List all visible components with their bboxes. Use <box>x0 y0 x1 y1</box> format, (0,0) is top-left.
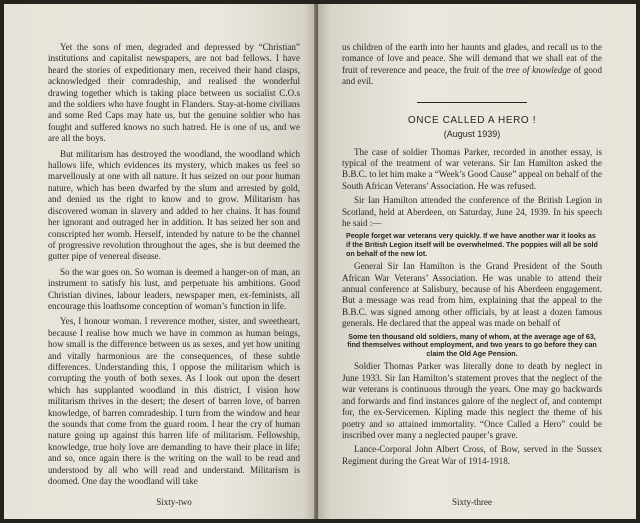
quote-hamilton-message: Some ten thousand old soldiers, many of whom, at the average age of 63, find themselves without employment, and two years to go before they can claim the Old Age Pension. <box>347 332 597 358</box>
left-page <box>4 4 316 519</box>
right-continuation-paragraph <box>342 42 602 88</box>
right-paragraph-5: Lance-Corporal John Albert Cross, of Bow, served in the Sussex Regiment during the Great War of 1914-1918. <box>342 444 602 466</box>
right-page-number: Sixty-three <box>452 497 492 507</box>
section-divider <box>417 102 527 103</box>
right-paragraph-2: Sir Ian Hamilton attended the conference of the British Legion in Scotland, held at Aberdeen, on Saturday, June 24, 1939. In his speech he said :— <box>342 195 602 229</box>
essay-title: ONCE CALLED A HERO ! <box>407 114 537 126</box>
right-paragraph-4: Soldier Thomas Parker was literally done to death by neglect in June 1933. Sir Ian Hamilton’s statement proves that the neglect of the war veterans is continuous through the years. One may go backwards and forwards and find instances galore of the neglect of, and contempt for, the ex-Servicemen. Kipling made this neglect the theme of his poetry and so attained immortality. “Once Called a Hero” could be inscribed over many a neglected pauper’s grave. <box>342 361 602 440</box>
right-paragraph-3: General Sir Ian Hamilton is the Grand President of the South African War Veterans’ Association. He was unable to attend their annual conference at Salisbury, because of his Aberdeen engagement. But a message was read from him, explaining that the appeal to the B.B.C. was signed among other officials, by at least a dozen famous generals. He declared that the appeal was made on behalf of <box>342 261 602 329</box>
right-paragraph-1: The case of soldier Thomas Parker, recorded in another essay, is typical of the treatment of war veterans. Sir Ian Hamilton asked the B.B.C. to let him make a “Week’s Good Cause” appeal on behalf of the South African Veterans’ Association. He was refused. <box>342 146 602 191</box>
left-paragraph-4: Yes, I honour woman. I reverence mother, sister, and sweetheart, because I realise how much we have in common as human beings, how small is the difference between us as sexes, and yet how uniting and vitally harmonious are the consequences, of these subtle differences. Understanding this, I oppose the militarism which is corrupting the youth of both sexes. As I look out upon the desert which has supplanted woodland in this district, I vision how militarism thrives in the desert; the desert of barren love, of barren knowledge, of barren comradeship. I turn from the window and hear the sounds that come from the guard room. I hear the cry of human nature going up against this barren life of militarism. Fellowship, knowledge, true holy love are demanding to have their place in life; and so, once again there is the writing on the wall to be read and understood by all who will read and understand. Militarism is doomed. One day the woodland will take <box>48 316 300 487</box>
left-page-number: Sixty-two <box>156 497 192 507</box>
continuation-italic-text: tree of knowledge <box>505 64 571 75</box>
essay-date: (August 1939) <box>443 128 501 139</box>
left-paragraph-2: But militarism has destroyed the woodland, the woodland which hallows life, which evidences its mystery, which makes us feel so marvellously at one with all nature. It has seized on our poor human nature, which has been dwarfed by the slum and arrested by gold, and denied us the right to know and to grow. Militarism has discovered woman in slavery and added to her chains. It has found her ignorant and outraged her in addition. It has seized her son and conscripted her womb. Herself, intended by nature to be the channel of progressive revolution throughout the ages, she is but deemed the gutter pipe of venereal disease. <box>48 148 300 262</box>
quote-hamilton-speech: People forget war veterans very quickly. If we have another war it looks as if the British Legion itself will be overwhelmed. The poppies will all be sold on behalf of the new lot. <box>346 232 598 258</box>
continuation-text-end: of good and evil. <box>342 64 603 87</box>
right-page <box>318 4 636 519</box>
left-paragraph-1: Yet the sons of men, degraded and depressed by “Christian” institutions and capitalist newspapers, are not bad fellows. I have heard the stories of expeditionary men, received their hand clasps, acknowledged their comradeship, and realised the wonderful drawing together which is taking place between us socialist C.O.s and the soldiers who have fought in Flanders. Stay-at-home civilians and some Red Caps may hate us, but the genuine soldier who has fought and suffered knows no such hatred. He is one of us, and we are all the boys. <box>48 42 300 144</box>
left-paragraph-3: So the war goes on. So woman is deemed a hanger-on of man, an instrument to satisfy his lust, and perpetuate his ambitions. Good Christian divines, labour leaders, newspaper men, ex-feminists, all encourage this loathsome conception of woman’s function in life. <box>48 266 300 311</box>
continuation-text: us children of the earth into her haunts and glades, and recall us to the romance of love and peace. She will demand that we shall eat of the fruit of reverence and peace, the fruit of the <box>342 42 602 75</box>
